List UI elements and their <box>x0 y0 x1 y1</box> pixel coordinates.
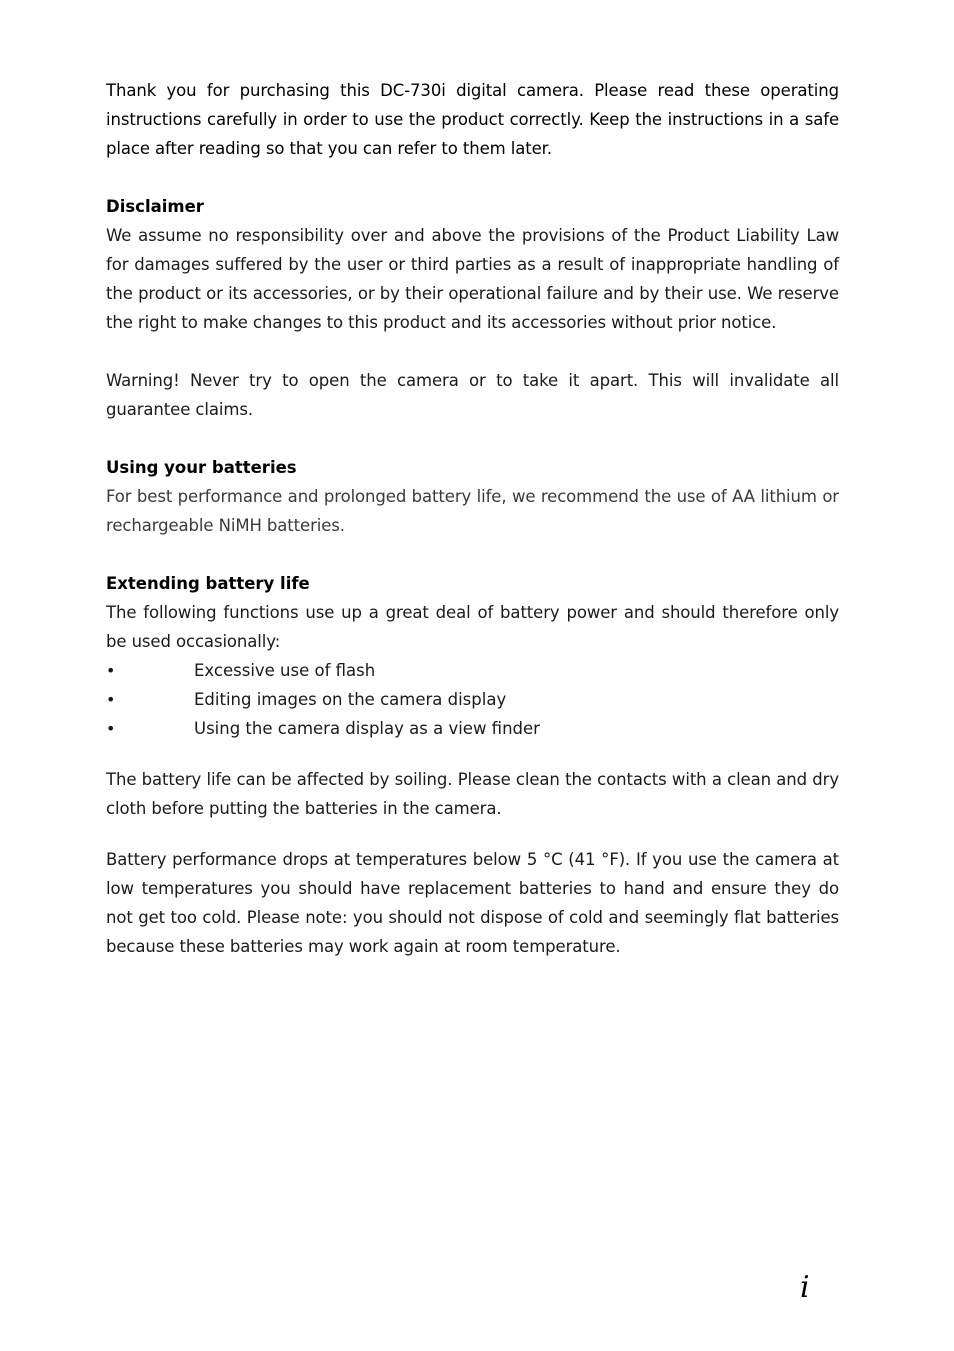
soiling-paragraph: The battery life can be affected by soiling. Please clean the contacts with a clean and dry cloth before putting the batteries in the camera. <box>106 770 839 818</box>
list-item <box>106 714 839 743</box>
warning-label: Warning <box>106 371 174 390</box>
document-page <box>106 76 839 990</box>
temperature-paragraph: Battery performance drops at temperatures below 5 °C (41 °F). If you use the camera at low temperatures you should have replacement batteries to hand and ensure they do not get too cold. Please note: you should not dispose of cold and seemingly flat batteries because these batteries may work again at room temperature. <box>106 850 839 956</box>
extending-list <box>106 656 839 743</box>
list-item-text: Excessive use of flash <box>194 661 376 680</box>
batteries-heading: Using your batteries <box>106 458 297 477</box>
disclaimer-section <box>106 192 839 337</box>
bullet-icon: • <box>106 690 116 709</box>
batteries-section <box>106 453 839 540</box>
intro-section <box>106 76 839 163</box>
warning-paragraph <box>106 366 839 424</box>
bullet-icon: • <box>106 719 116 738</box>
list-item-text: Editing images on the camera display <box>194 690 507 709</box>
list-item <box>106 656 839 685</box>
batteries-text: For best performance and prolonged battery life, we recommend the use of AA lithium or rechargeable NiMH batteries. <box>106 487 839 535</box>
bullet-icon: • <box>106 661 116 680</box>
list-item <box>106 685 839 714</box>
temperature-section <box>106 845 839 961</box>
soiling-section <box>106 765 839 823</box>
extending-text: The following functions use up a great deal of battery power and should therefore only be used occasionally: <box>106 603 839 651</box>
disclaimer-text: We assume no responsibility over and above the provisions of the Product Liability Law for damages suffered by the user or third parties as a result of inappropriate handling of the product or its accessories, or by their operational failure and by their use. We reserve the right to make changes to this product and its accessories without prior notice. <box>106 226 839 332</box>
warning-text: ! Never try to open the camera or to take it apart. This will invalidate all guarantee claims. <box>106 371 839 419</box>
warning-section <box>106 366 839 424</box>
list-item-text: Using the camera display as a view finder <box>194 719 540 738</box>
extending-section <box>106 569 839 743</box>
page-number: i <box>800 1270 810 1305</box>
intro-paragraph: Thank you for purchasing this DC-730i digital camera. Please read these operating instructions carefully in order to use the product correctly. Keep the instructions in a safe place after reading so that you can refer to them later. <box>106 81 839 158</box>
disclaimer-heading: Disclaimer <box>106 197 204 216</box>
extending-heading: Extending battery life <box>106 574 310 593</box>
